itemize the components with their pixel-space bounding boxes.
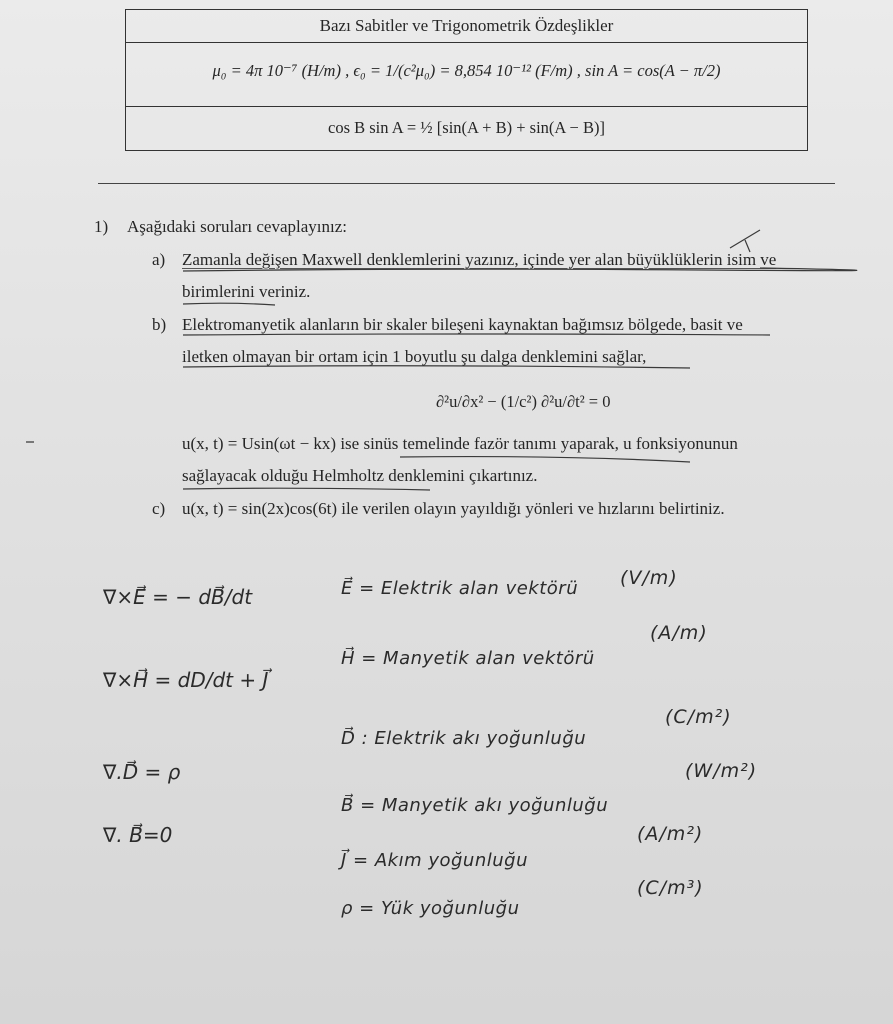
underline-b3 [400, 457, 690, 462]
trig-identity: cos B sin A = ½ [sin(A + B) + sin(A − B)] [328, 118, 605, 137]
maxwell-gauss-magnetic: ∇. B⃗=0 [103, 823, 173, 847]
part-b-text-line2: iletken olmayan bir ortam için 1 boyutlu şu dalga denklemini sağlar, [182, 347, 647, 366]
part-c-text: u(x, t) = sin(2x)cos(6t) ile verilen olayın yayıldığı yönleri ve hızlarını belirtiniz. [182, 499, 725, 518]
part-b-text-line1: Elektromanyetik alanların bir skaler bileşeni kaynaktan bağımsız bölgede, basit ve [182, 315, 743, 334]
maxwell-faraday: ∇×E⃗ = − dB⃗/dt [103, 585, 253, 609]
table-header: Bazı Sabitler ve Trigonometrik Özdeşlikler [319, 16, 614, 35]
part-b-label: b) [152, 315, 167, 334]
unit-b: (W/m²) [685, 760, 758, 782]
underline-a2 [183, 303, 275, 305]
part-a-label: a) [152, 250, 166, 269]
definition-e: E⃗ = Elektrik alan vektörü [341, 578, 579, 599]
wave-equation: ∂²u/∂x² − (1/c²) ∂²u/∂t² = 0 [436, 392, 611, 411]
question-intro: Aşağıdaki soruları cevaplayınız: [127, 217, 347, 236]
part-c-label: c) [152, 499, 166, 518]
maxwell-gauss-electric: ∇.D⃗ = ρ [103, 760, 181, 784]
question-number: 1) [94, 217, 109, 236]
part-a-text-line1: Zamanla değişen Maxwell denklemlerini yazınız, içinde yer alan büyüklüklerin isim ve [182, 250, 777, 269]
definition-h: H⃗ = Manyetik alan vektörü [341, 648, 595, 669]
unit-e: (V/m) [620, 567, 678, 589]
definition-rho: ρ = Yük yoğunluğu [341, 898, 520, 919]
check-mark [730, 230, 760, 252]
underline-b [183, 334, 770, 335]
unit-d: (C/m²) [665, 706, 732, 728]
part-b-text-line3: u(x, t) = Usin(ωt − kx) ise sinüs temelinde fazör tanımı yaparak, u fonksiyonunun [182, 434, 738, 453]
part-a-text-line2: birimlerini veriniz. [182, 282, 311, 301]
part-b-text-line4: sağlayacak olduğu Helmholtz denklemini çıkartınız. [182, 466, 538, 485]
unit-rho: (C/m³) [637, 877, 704, 899]
definition-b: B⃗ = Manyetik akı yoğunluğu [341, 795, 609, 816]
unit-h: (A/m) [650, 622, 708, 644]
constants-formula: μ₀ = 4π 10⁻⁷ (H/m) , ϵ₀ = 1/(c²μ₀) = 8,854 10⁻¹² (F/m) , sin A = cos(A − π/2) [212, 61, 721, 80]
unit-j: (A/m²) [637, 823, 704, 845]
definition-d: D⃗ : Elektrik akı yoğunluğu [341, 728, 587, 749]
underline-b4 [183, 488, 430, 490]
underline-b2 [183, 366, 690, 368]
underline-a [183, 268, 857, 271]
definition-j: J⃗ = Akım yoğunluğu [341, 850, 528, 871]
maxwell-ampere: ∇×H⃗ = dD/dt + J⃗ [103, 668, 269, 692]
